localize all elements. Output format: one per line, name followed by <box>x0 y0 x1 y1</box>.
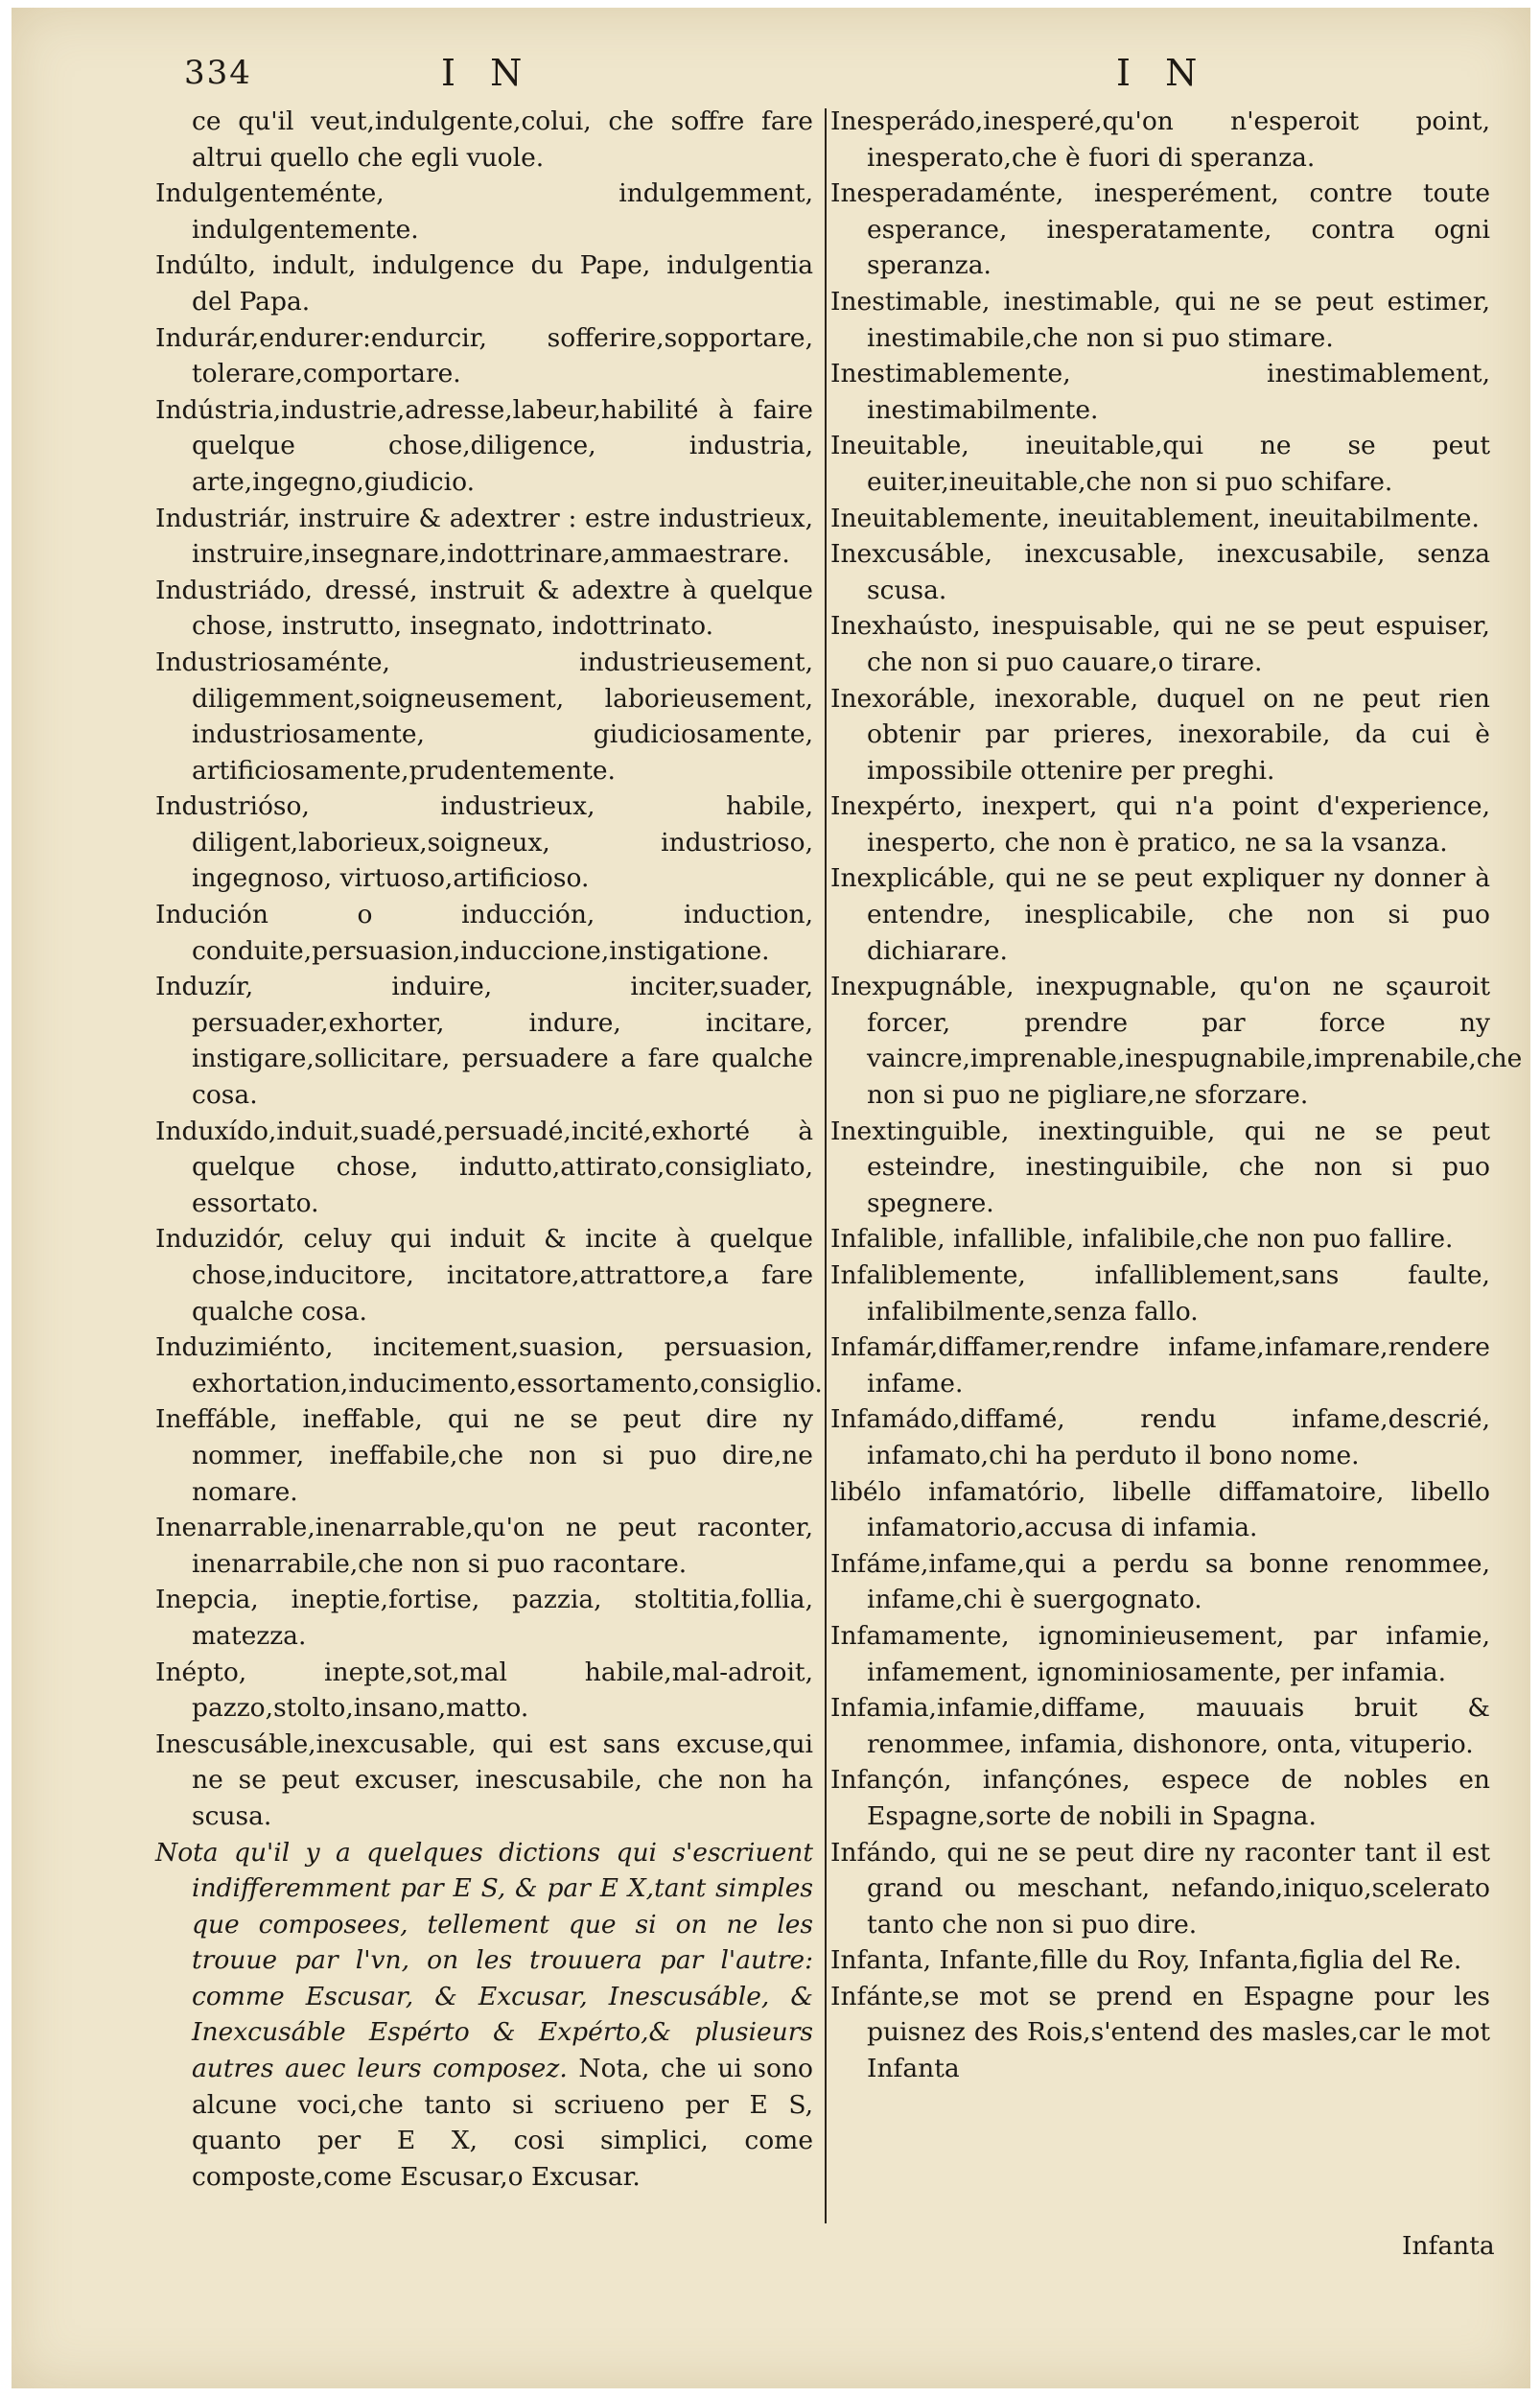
dictionary-entry: Infançón, infançónes, espece de nobles en Espagne,sorte de nobili in Spagna. <box>830 1765 1490 1831</box>
dictionary-page <box>12 8 1530 2388</box>
dictionary-entry: Ineuitablemente, ineuitablement, ineuitabilmente. <box>830 503 1480 533</box>
dictionary-entry: Inextinguible, inextinguible, qui ne se peut esteindre, inestinguibile, che non si puo spegnere. <box>830 1116 1490 1218</box>
dictionary-entry: Indústria,industrie,adresse,labeur,habilité à faire quelque chose,diligence, industria, arte,ingegno,giudicio. <box>155 394 813 497</box>
dictionary-entry: Infándo, qui ne se peut dire ny raconter tant il est grand ou meschant, nefando,iniquo,scelerato tanto che non si puo dire. <box>830 1837 1490 1940</box>
dictionary-entry: Induzír, induire, inciter,suader, persuader,exhorter, indure, incitare, instigare,sollicitare, persuadere a fare qualche cosa. <box>155 972 813 1111</box>
dictionary-entry: Infáme,infame,qui a perdu sa bonne renommee, infame,chi è suergognato. <box>830 1548 1490 1615</box>
dictionary-entry: Indución o inducción, induction, conduite,persuasion,induccione,instigatione. <box>155 900 813 966</box>
dictionary-entry: Infanta, Infante,fille du Roy, Infanta,figlia del Re. <box>830 1945 1462 1976</box>
dictionary-entry: Inestimable, inestimable, qui ne se peut estimer, inestimabile,che non si puo stimare. <box>830 286 1490 353</box>
dictionary-entry: Induzidór, celuy qui induit & incite à quelque chose,inducitore, incitatore,attrattore,a fare qualche cosa. <box>155 1224 813 1327</box>
dictionary-entry: Industriár, instruire & adextrer : estre industrieux, instruire,insegnare,indottrinare,ammaestrare. <box>155 503 813 570</box>
dictionary-entry: Indúlto, indult, indulgence du Pape, indulgentia del Papa. <box>155 250 813 317</box>
left-column <box>155 104 823 2195</box>
dictionary-entry: Inexplicáble, qui ne se peut expliquer ny donner à entendre, inesplicabile, che non si puo dichiarare. <box>830 863 1490 966</box>
dictionary-entry: Indulgenteménte, indulgemment, indulgentemente. <box>155 178 813 245</box>
dictionary-entry: Infalible, infallible, infalibile,che non puo fallire. <box>830 1224 1454 1255</box>
dictionary-entry: Indurár,endurer:endurcir, sofferire,sopportare, tolerare,comportare. <box>155 322 813 389</box>
dictionary-entry: Inesperadaménte, inesperément, contre toute esperance, inesperatamente, contra ogni speranza. <box>830 178 1490 281</box>
dictionary-entry: Industrióso, industrieux, habile, diligent,laborieux,soigneux, industrioso, ingegnoso, virtuoso,artificioso. <box>155 791 813 894</box>
dictionary-entry: Inépto, inepte,sot,mal habile,mal-adroit, pazzo,stolto,insano,matto. <box>155 1657 813 1724</box>
dictionary-entry: Inexpérto, inexpert, qui n'a point d'experience, inesperto, che non è pratico, ne sa la vsanza. <box>830 791 1490 858</box>
dictionary-entry: Inestimablemente, inestimablement, inestimabilmente. <box>830 359 1490 425</box>
dictionary-entry: Inepcia, ineptie,fortise, pazzia, stoltitia,follia, matezza. <box>155 1585 813 1651</box>
usage-note-french: Nota qu'il y a quelques dictions qui s'escriuent indifferemment par E S, & par E X,tant simples que composees, tellement que si on ne les trouue par l'vn, on les trouuera par l'autre: comme Escusar, & Excusar, Inescusáble, & Inexcusáble Espérto & Expérto,& plusieurs autres auec leurs composez. <box>155 1837 813 2084</box>
running-head-left: I N <box>441 52 534 94</box>
dictionary-entry: Inexcusáble, inexcusable, inexcusabile, senza scusa. <box>830 539 1490 605</box>
dictionary-entry: Ineuitable, ineuitable,qui ne se peut euiter,ineuitable,che non si puo schifare. <box>830 431 1490 497</box>
running-head-right: I N <box>1116 52 1209 94</box>
dictionary-entry: Infaliblemente, infalliblement,sans faulte, infalibilmente,senza fallo. <box>830 1260 1490 1327</box>
dictionary-entry: ce qu'il veut,indulgente,colui, che soffre fare altrui quello che egli vuole. <box>192 106 813 173</box>
usage-note-italian: Nota, che ui sono alcune voci,che tanto si scriueno per E S, quanto per E X, cosi simplici, come composte,come Escusar,o Excusar. <box>192 2054 813 2192</box>
dictionary-entry: Inescusáble,inexcusable, qui est sans excuse,qui ne se peut excuser, inescusabile, che non ha scusa. <box>155 1728 813 1831</box>
column-divider <box>825 108 827 2223</box>
dictionary-entry: Infamádo,diffamé, rendu infame,descrié, infamato,chi ha perduto il bono nome. <box>830 1404 1490 1470</box>
dictionary-entry: Induxído,induit,suadé,persuadé,incité,exhorté à quelque chose, indutto,attirato,consigliato, essortato. <box>155 1116 813 1218</box>
dictionary-entry: Inexhaústo, inespuisable, qui ne se peut espuiser, che non si puo cauare,o tirare. <box>830 611 1490 677</box>
dictionary-entry: Industriosaménte, industrieusement, diligemment,soigneusement, laborieusement, industriosamente, giudiciosamente, artificiosamente,prudentemente. <box>155 647 813 786</box>
dictionary-entry: libélo infamatório, libelle diffamatoire, libello infamatorio,accusa di infamia. <box>830 1476 1490 1543</box>
page-number: 334 <box>184 54 252 92</box>
dictionary-entry: Industriádo, dressé, instruit & adextre à quelque chose, instrutto, insegnato, indottrinato. <box>155 575 813 642</box>
dictionary-entry: Infamamente, ignominieusement, par infamie, infamement, ignominiosamente, per infamia. <box>830 1620 1490 1687</box>
dictionary-entry: Inesperádo,inesperé,qu'on n'esperoit point, inesperato,che è fuori di speranza. <box>830 106 1490 173</box>
dictionary-entry: Infamár,diffamer,rendre infame,infamare,rendere infame. <box>830 1332 1490 1399</box>
dictionary-entry: Inenarrable,inenarrable,qu'on ne peut raconter, inenarrabile,che non si puo racontare. <box>155 1513 813 1579</box>
dictionary-entry: Ineffáble, ineffable, qui ne se peut dire ny nommer, ineffabile,che non si puo dire,ne nomare. <box>155 1404 813 1507</box>
dictionary-entry: Infánte,se mot se prend en Espagne pour les puisnez des Rois,s'entend des masles,car le mot Infanta <box>830 1981 1490 2084</box>
dictionary-entry: Inexoráble, inexorable, duquel on ne peut rien obtenir par prieres, inexorabile, da cui è impossibile ottenire per preghi. <box>830 683 1490 786</box>
dictionary-entry: Inexpugnáble, inexpugnable, qu'on ne sçauroit forcer, prendre par force ny vaincre,imprenable,inespugnabile,imprenabile,che non si puo ne pigliare,ne sforzare. <box>830 972 1523 1111</box>
usage-note <box>155 1835 813 2196</box>
right-column <box>830 104 1523 2087</box>
dictionary-entry: Induzimiénto, incitement,suasion, persuasion, exhortation,inducimento,essortamento,consiglio. <box>155 1332 823 1399</box>
dictionary-entry: Infamia,infamie,diffame, mauuais bruit & renommee, infamia, dishonore, onta, vituperio. <box>830 1693 1490 1759</box>
catchword: Infanta <box>1402 2231 1495 2261</box>
